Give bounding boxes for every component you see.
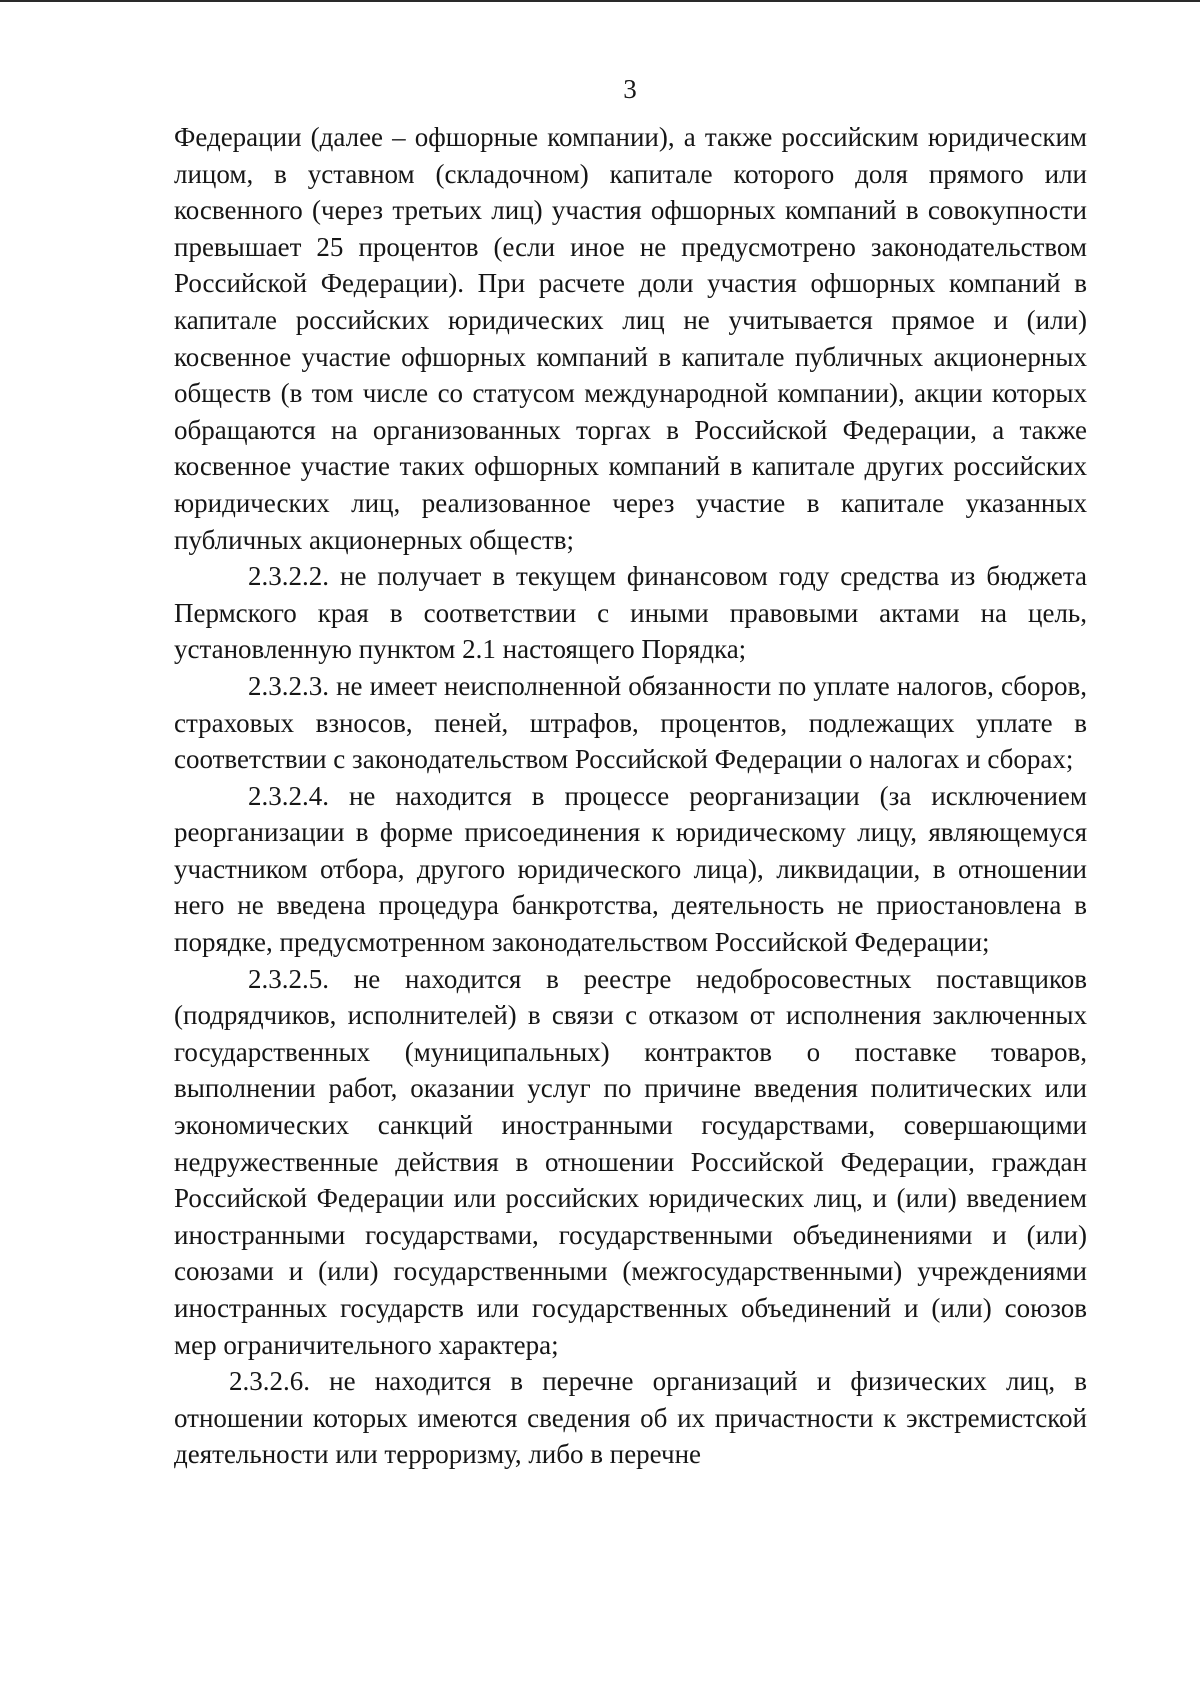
- paragraph-2-3-2-6: 2.3.2.6. не находится в перечне организаций и физических лиц, в отношении которых имеются сведения об их причастности к экстремистской деятельности или терроризму, либо в перечне: [174, 1366, 1087, 1470]
- document-body: [174, 119, 1087, 1473]
- scan-top-edge: [0, 0, 1200, 2]
- paragraph-2-3-2-4: 2.3.2.4. не находится в процессе реорганизации (за исключением реорганизации в форме присоединения к юридическому лицу, являющемуся участником отбора, другого юридического лица), ликвидации, в отношении него не введена процедура банкротства, деятельность не приостановлена в порядке, предусмотренном законодательством Российской Федерации;: [174, 780, 1087, 958]
- page-number: 3: [623, 74, 637, 104]
- paragraph-2-3-2-2: 2.3.2.2. не получает в текущем финансовом году средства из бюджета Пермского края в соответствии с иными правовыми актами на цель, установленную пунктом 2.1 настоящего Порядка;: [174, 561, 1087, 665]
- paragraph-offshore-continuation: Федерации (далее – офшорные компании), а также российским юридическим лицом, в уставном (складочном) капитале которого доля прямого или косвенного (через третьих лиц) участия офшорных компаний в совокупности превышает 25 процентов (если иное не предусмотрено законодательством Российской Федерации). При расчете доли участия офшорных компаний в капитале российских юридических лиц не учитывается прямое и (или) косвенное участие офшорных компаний в капитале публичных акционерных обществ (в том числе со статусом международной компании), акции которых обращаются на организованных торгах в Российской Федерации, а также косвенное участие таких офшорных компаний в капитале других российских юридических лиц, реализованное через участие в капитале указанных публичных акционерных обществ;: [174, 122, 1087, 555]
- paragraph-2-3-2-3: 2.3.2.3. не имеет неисполненной обязанности по уплате налогов, сборов, страховых взносов, пеней, штрафов, процентов, подлежащих уплате в соответствии с законодательством Российской Федерации о налогах и сборах;: [174, 670, 1087, 775]
- paragraph-2-3-2-5: 2.3.2.5. не находится в реестре недобросовестных поставщиков (подрядчиков, исполнителей) в связи с отказом от исполнения заключенных государственных (муниципальных) контрактов о поставке товаров, выполнении работ, оказании услуг по причине введения политических или экономических санкций иностранными государствами, совершающими недружественные действия в отношении Российской Федерации, граждан Российской Федерации или российских юридических лиц, и (или) введением иностранными государствами, государственными объединениями и (или) союзами и (или) государственными (межгосударственными) учреждениями иностранных государств или государственных объединений и (или) союзов мер ограничительного характера;: [174, 963, 1087, 1360]
